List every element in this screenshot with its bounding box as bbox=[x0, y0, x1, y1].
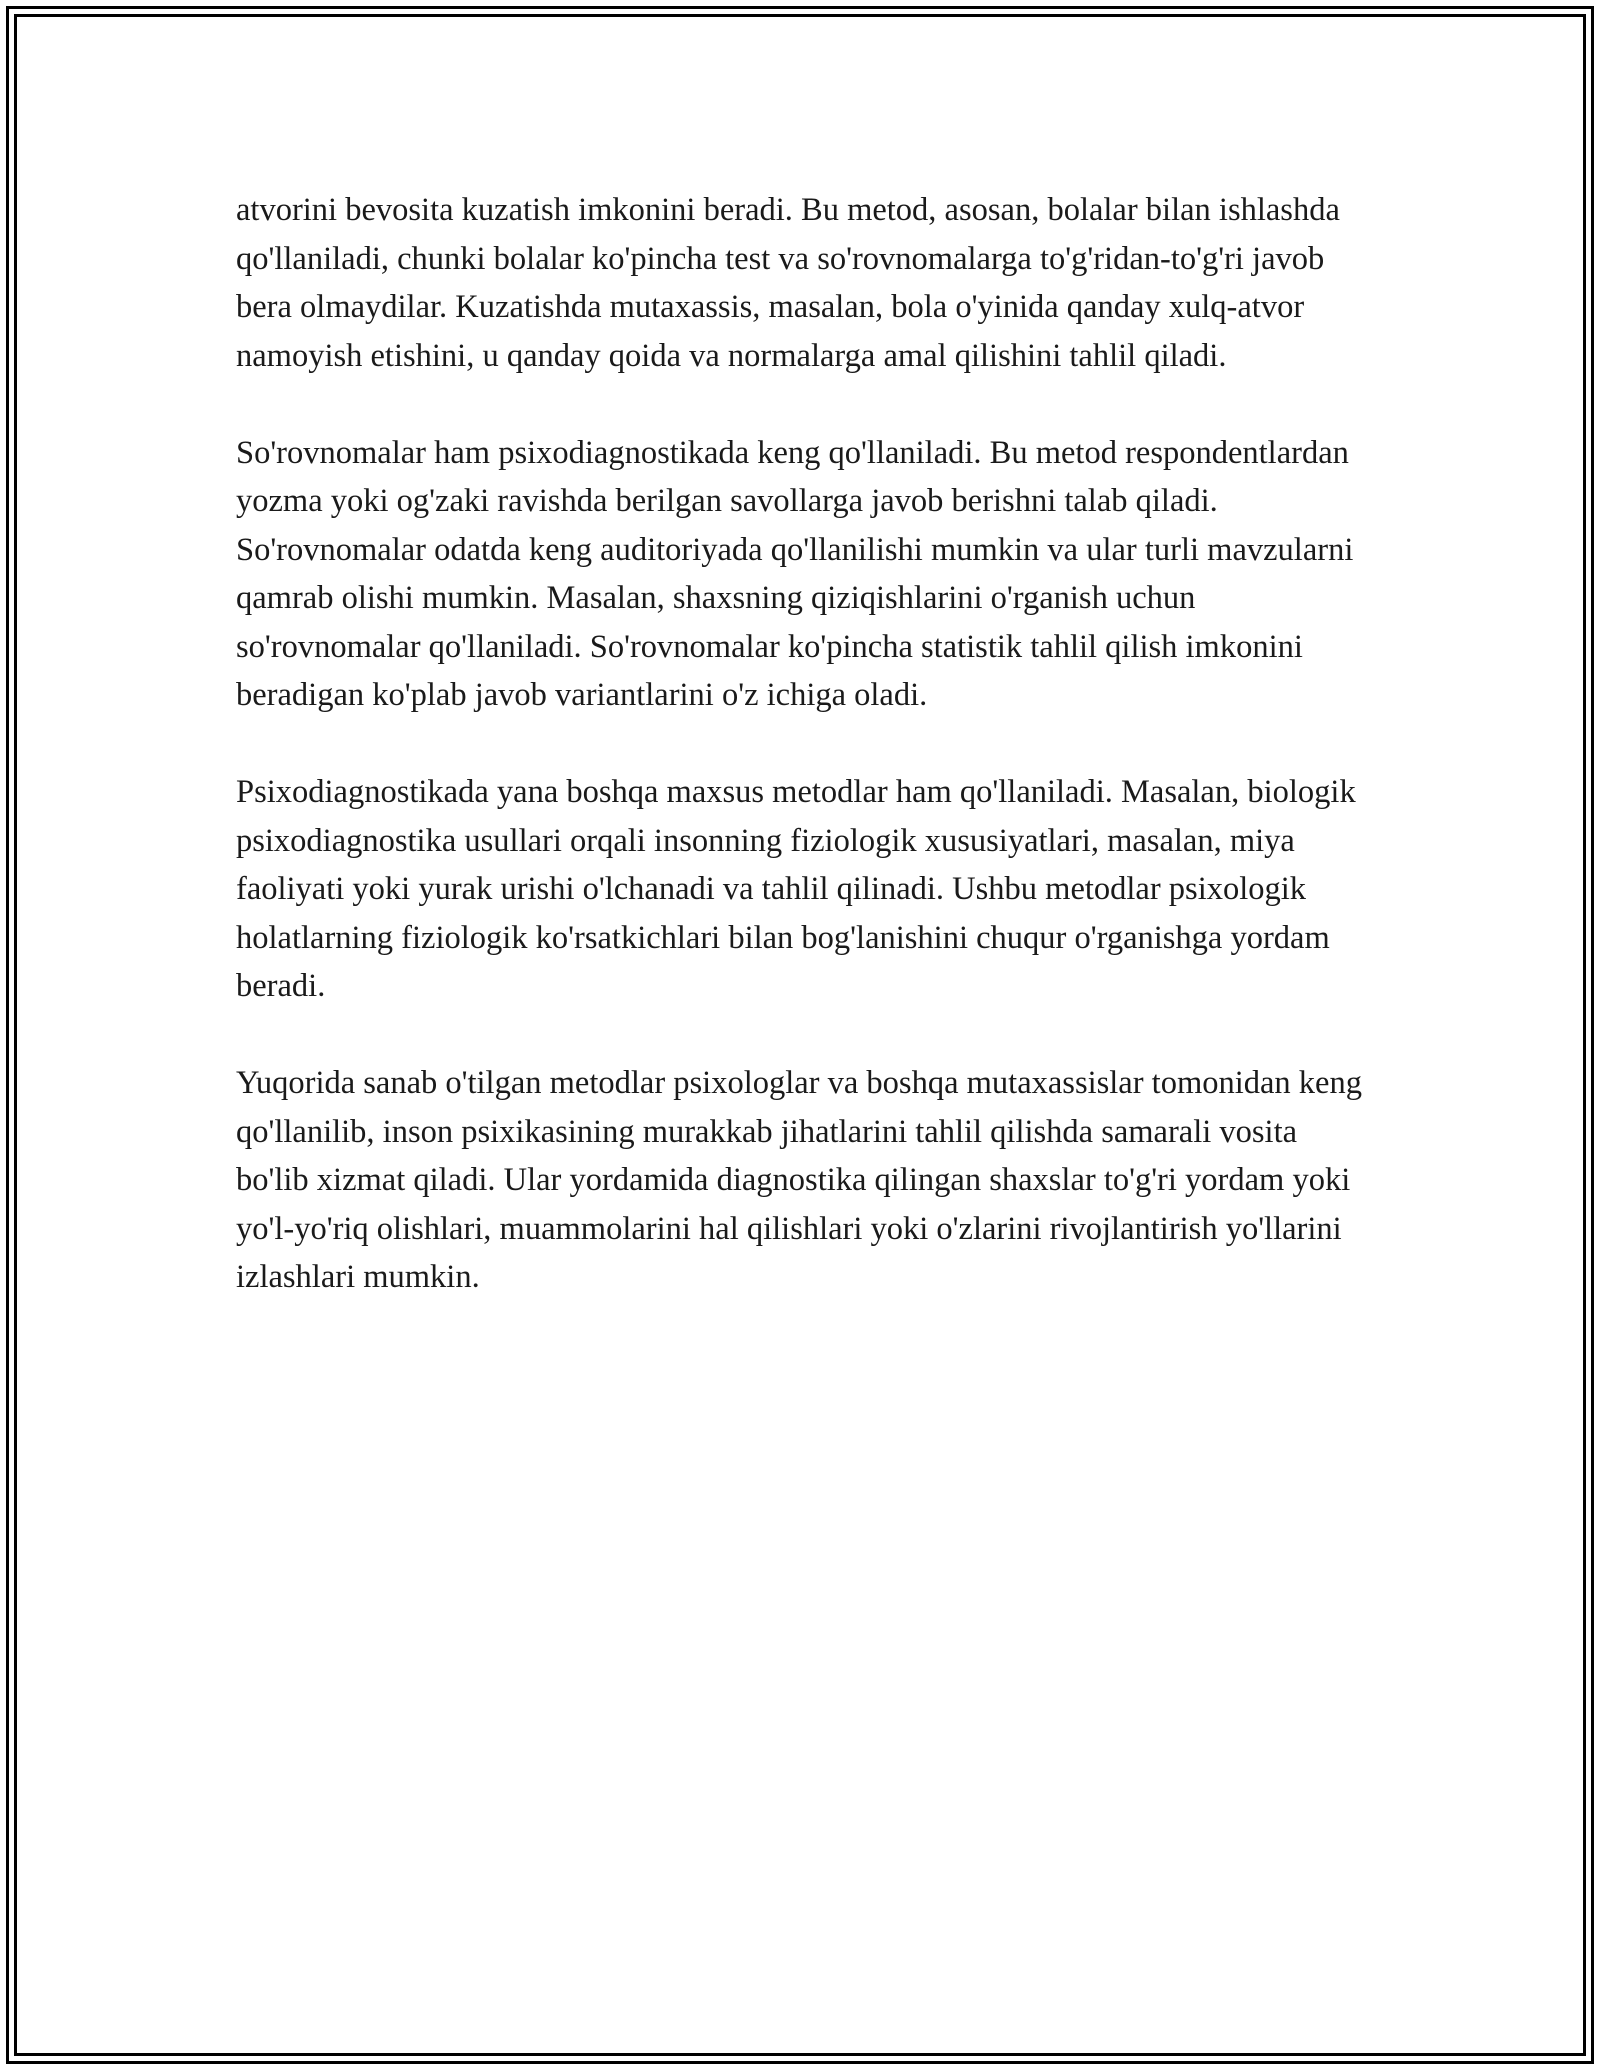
paragraph-observation: atvorini bevosita kuzatish imkonini beradi. Bu metod, asosan, bolalar bilan ishlashda qo'llaniladi, chunki bolalar ko'pincha test va so'rovnomalarga to'g'ridan-to'g'ri javob bera olmaydilar. Kuzatishda mutaxassis, masalan, bola o'yinida qanday xulq-atvor namoyish etishini, u qanday qoida va normalarga amal qilishini tahlil qiladi. bbox=[236, 192, 1340, 374]
paragraph-special-methods: Psixodiagnostikada yana boshqa maxsus metodlar ham qo'llaniladi. Masalan, biologik psixodiagnostika usullari orqali insonning fiziologik xususiyatlari, masalan, miya faoliyati yoki yurak urishi o'lchanadi va tahlil qilinadi. Ushbu metodlar psixologik holatlarning fiziologik ko'rsatkichlari bilan bog'lanishini chuqur o'rganishga yordam beradi. bbox=[236, 774, 1356, 1004]
document-body bbox=[236, 186, 1376, 1302]
paragraph-conclusion: Yuqorida sanab o'tilgan metodlar psixologlar va boshqa mutaxassislar tomonidan keng qo'llanilib, inson psixikasining murakkab jihatlarini tahlil qilishda samarali vosita bo'lib xizmat qiladi. Ular yordamida diagnostika qilingan shaxslar to'g'ri yordam yoki yo'l-yo'riq olishlari, muammolarini hal qilishlari yoki o'zlarini rivojlantirish yo'llarini izlashlari mumkin. bbox=[236, 1065, 1362, 1295]
paragraph-questionnaires: So'rovnomalar ham psixodiagnostikada keng qo'llaniladi. Bu metod respondentlardan yozma yoki og'zaki ravishda berilgan savollarga javob berishni talab qiladi. So'rovnomalar odatda keng auditoriyada qo'llanilishi mumkin va ular turli mavzularni qamrab olishi mumkin. Masalan, shaxsning qiziqishlarini o'rganish uchun so'rovnomalar qo'llaniladi. So'rovnomalar ko'pincha statistik tahlil qilish imkonini beradigan ko'plab javob variantlarini o'z ichiga oladi. bbox=[236, 434, 1354, 713]
